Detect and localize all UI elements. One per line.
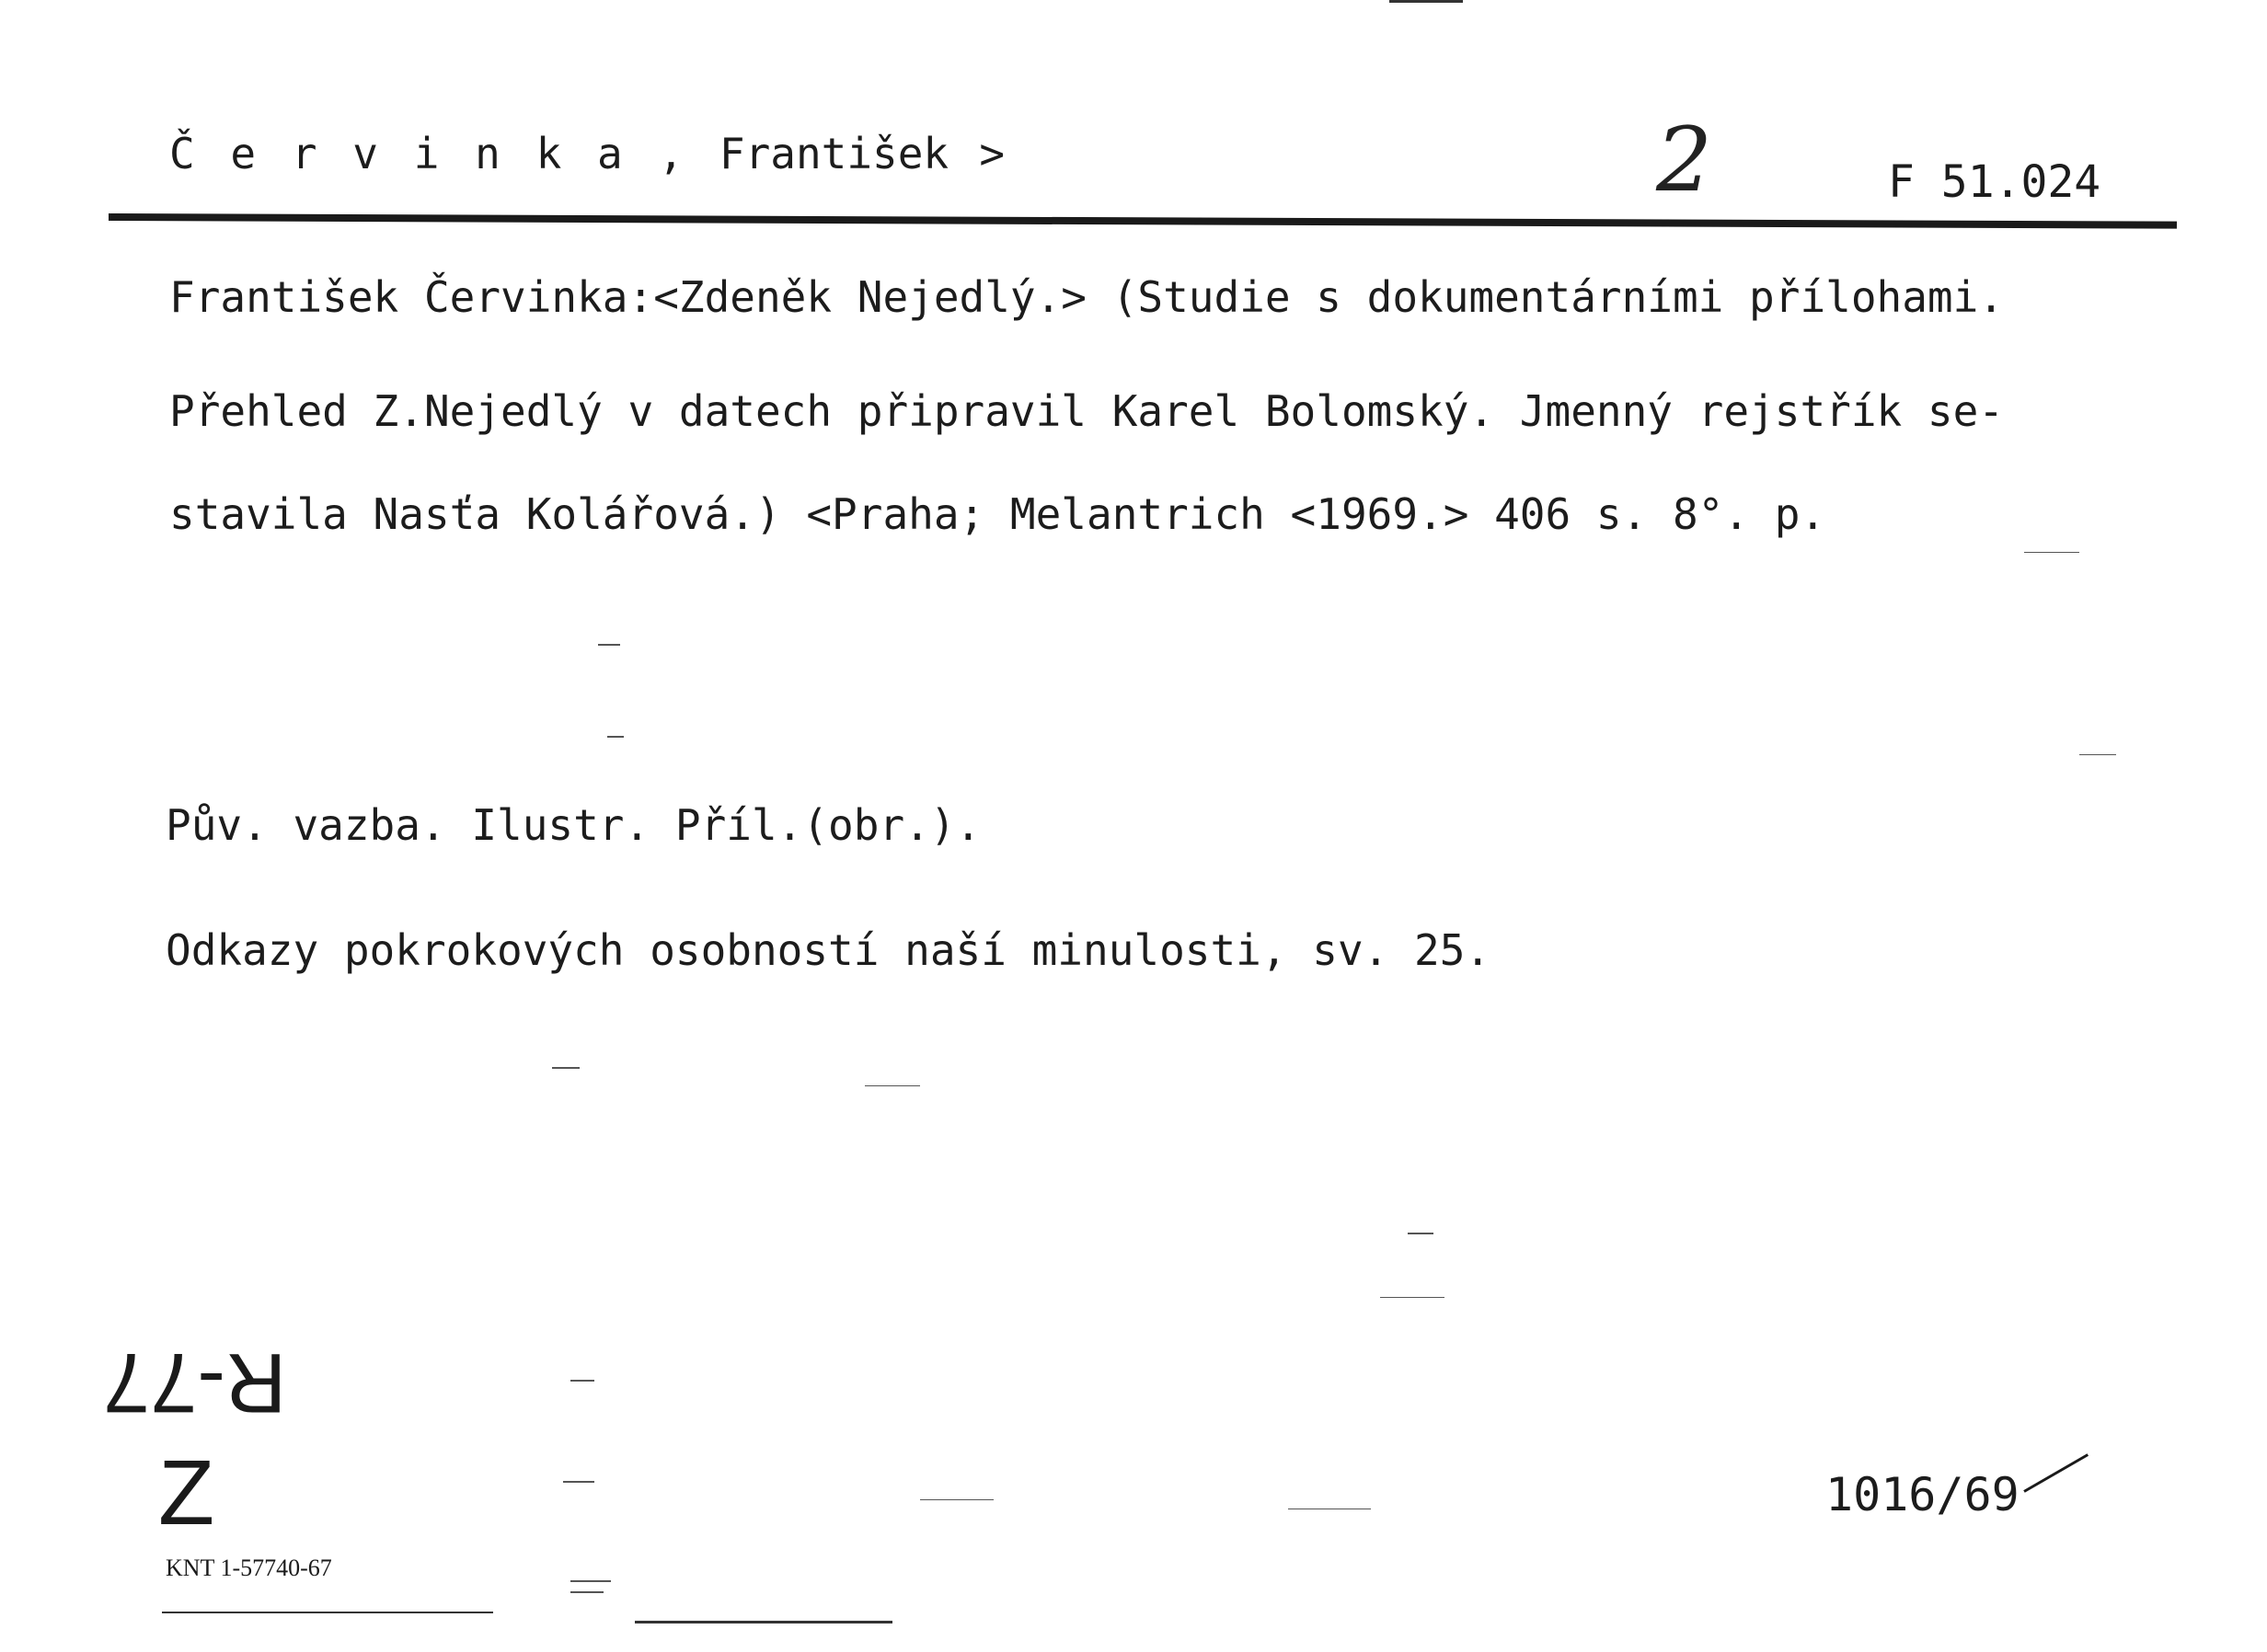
- scan-speck: [570, 1591, 604, 1593]
- scan-speck: [570, 1380, 594, 1382]
- accession-number: 1016/69: [1825, 1468, 2020, 1521]
- scan-speck: [865, 1085, 920, 1086]
- scan-speck: [552, 1067, 580, 1069]
- top-edge-mark: [1389, 0, 1463, 3]
- scan-speck: [607, 736, 624, 738]
- scan-speck: [2079, 754, 2116, 755]
- note-binding: Pův. vazba. Ilustr. Příl.(obr.).: [166, 800, 982, 850]
- bottom-rule-left: [162, 1612, 493, 1613]
- bottom-rule-right: [635, 1621, 892, 1623]
- scan-speck: [1408, 1233, 1433, 1234]
- heading-author: [169, 129, 1010, 178]
- heading-firstname: František: [719, 129, 949, 178]
- heading-surname: Č e r v i n k a ,: [169, 129, 689, 178]
- scan-speck: [598, 644, 620, 646]
- volume-number: 2: [1656, 109, 1713, 212]
- heading-rule: [109, 213, 2177, 229]
- scan-speck: [2024, 552, 2079, 553]
- scan-speck: [1380, 1297, 1444, 1298]
- scan-speck: [570, 1580, 611, 1582]
- shelf-mark: F 51.024: [1888, 156, 2101, 208]
- body-line-2: Přehled Z.Nejedlý v datech připravil Karel Bolomský. Jmenný rejstřík se-: [169, 386, 2004, 436]
- rotated-stamp: R-77: [103, 1336, 287, 1429]
- handwritten-slash: [2023, 1453, 2089, 1493]
- print-code: KNT 1-57740-67: [166, 1554, 332, 1581]
- body-line-3: stavila Nasťa Kolářová.) <Praha; Melantrich <1969.> 406 s. 8°. p.: [169, 489, 1826, 539]
- scan-speck: [920, 1499, 994, 1500]
- note-series: Odkazy pokrokových osobností naší minulosti, sv. 25.: [166, 925, 1491, 975]
- stamp-letter: Z: [158, 1441, 215, 1544]
- body-line-1: František Červinka:<Zdeněk Nejedlý.> (Studie s dokumentárními přílohami.: [169, 272, 2004, 322]
- heading-mark: >: [979, 129, 1010, 178]
- scan-speck: [563, 1481, 594, 1483]
